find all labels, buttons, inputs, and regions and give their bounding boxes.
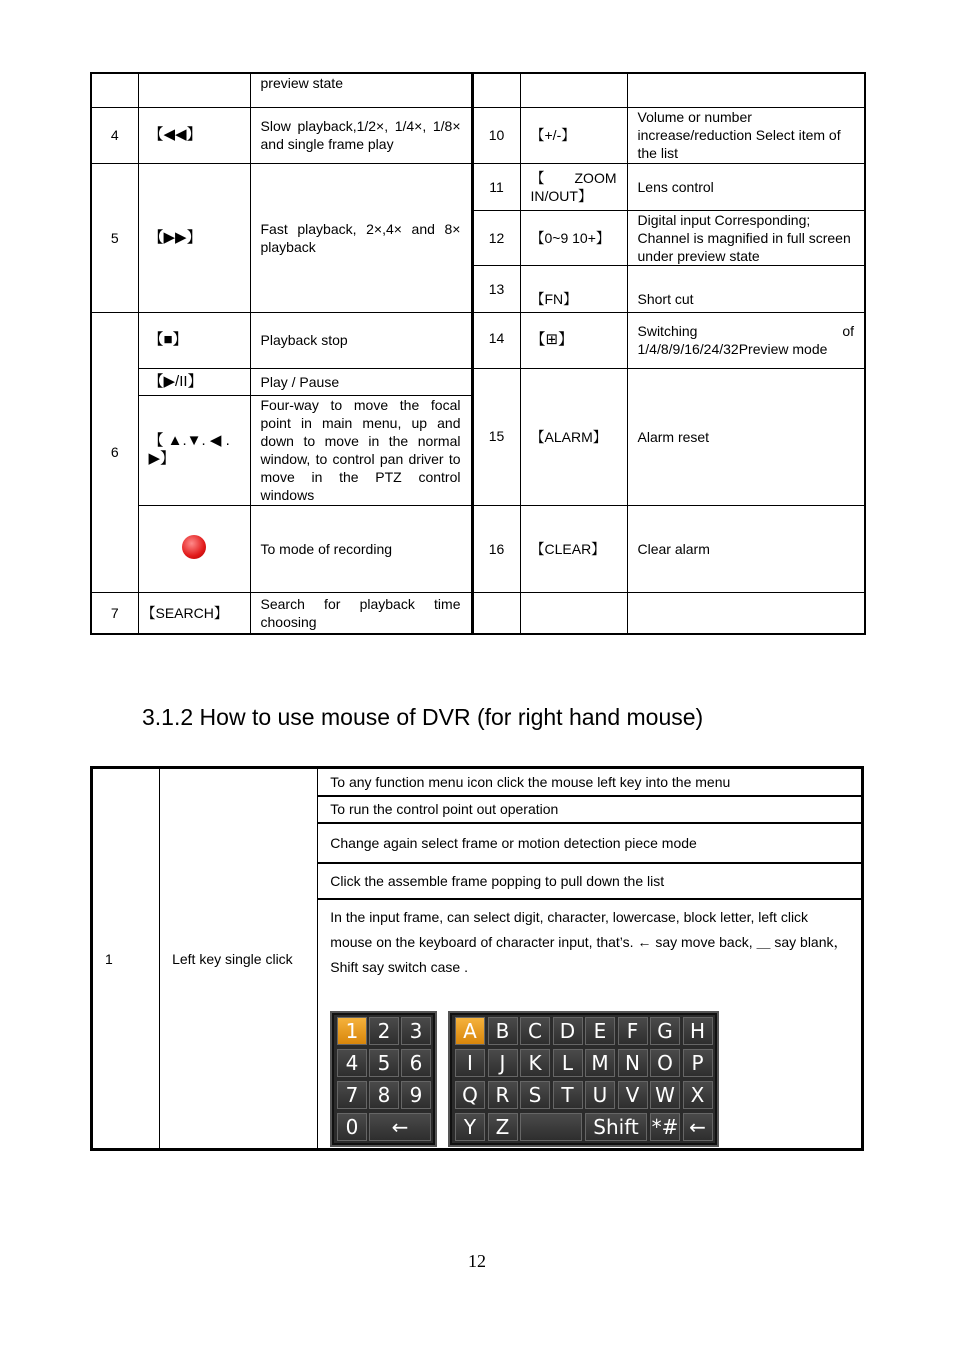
numpad-key[interactable]: 4: [337, 1049, 367, 1077]
alpha-key[interactable]: U: [585, 1081, 615, 1109]
mouse-row-action: Left key single click: [160, 768, 318, 1150]
mouse-item-1: To any function menu icon click the mouse left key into the menu: [318, 768, 863, 796]
alpha-key[interactable]: V: [618, 1081, 648, 1109]
row10-desc: Volume or number increase/reduction Select item of the list: [627, 107, 865, 163]
row11-desc: Lens control: [627, 163, 865, 210]
row7-key: 【SEARCH】: [138, 592, 250, 634]
row4-desc: Slow playback,1/2×, 1/4×, 1/8× and single frame play: [250, 107, 472, 163]
row10-num: 10: [472, 107, 520, 163]
row15-num: 15: [472, 368, 520, 505]
row5-desc: Fast playback, 2×,4× and 8× playback: [250, 163, 472, 312]
row13-desc: Short cut: [627, 265, 865, 312]
record-icon: [182, 535, 206, 559]
alpha-keypad: [448, 1011, 719, 1147]
row10-key: 【+/-】: [520, 107, 627, 163]
row16-desc: Clear alarm: [627, 505, 865, 592]
alpha-key[interactable]: W: [650, 1081, 680, 1109]
alpha-key[interactable]: E: [585, 1017, 615, 1045]
section-heading: 3.1.2 How to use mouse of DVR (for right hand mouse): [142, 704, 704, 730]
row6-record-desc: To mode of recording: [250, 505, 472, 592]
alpha-key[interactable]: S: [520, 1081, 550, 1109]
alpha-key[interactable]: A: [455, 1017, 485, 1045]
row12-desc: Digital input Corresponding; Channel is magnified in full screen under preview state: [627, 210, 865, 265]
numpad-key[interactable]: 3: [401, 1017, 431, 1045]
alpha-key[interactable]: C: [520, 1017, 550, 1045]
alpha-key[interactable]: N: [618, 1049, 648, 1077]
row4-num: 4: [91, 107, 138, 163]
row6-stop-desc: Playback stop: [250, 312, 472, 368]
alpha-key[interactable]: D: [553, 1017, 583, 1045]
row14-desc: Switching of 1/4/8/9/16/24/32Preview mode: [627, 312, 865, 368]
alpha-key[interactable]: T: [553, 1081, 583, 1109]
row12-num: 12: [472, 210, 520, 265]
numpad-key[interactable]: 5: [369, 1049, 399, 1077]
alpha-key[interactable]: O: [650, 1049, 680, 1077]
row6-play-key: 【▶/II】: [138, 368, 250, 395]
alpha-key[interactable]: *#: [651, 1115, 679, 1139]
row6-num: 6: [91, 312, 138, 592]
row6-stop-key: 【■】: [138, 312, 250, 368]
row5-num: 5: [91, 163, 138, 312]
row12-key: 【0~9 10+】: [520, 210, 627, 265]
row14-key: 【⊞】: [520, 312, 627, 368]
key-function-table: [90, 72, 866, 635]
alpha-key[interactable]: Z: [488, 1113, 518, 1141]
numpad-key[interactable]: 6: [401, 1049, 431, 1077]
alpha-key[interactable]: H: [683, 1017, 713, 1045]
row6-arrows-desc: Four-way to move the focal point in main menu, up and down to move in the normal window, to control pan driver to move in the PTZ control windows: [250, 395, 472, 505]
alpha-key[interactable]: P: [683, 1049, 713, 1077]
row7-desc: Search for playback time choosing: [250, 592, 472, 634]
row13-key: 【FN】: [520, 265, 627, 312]
mouse-item-3: Change again select frame or motion detection piece mode: [318, 823, 863, 863]
numpad-key[interactable]: 8: [369, 1081, 399, 1109]
row0-desc: preview state: [250, 73, 472, 107]
alpha-key[interactable]: ←: [683, 1113, 713, 1141]
row6-play-desc: Play / Pause: [250, 368, 472, 395]
mouse-item-4: Click the assemble frame popping to pull down the list: [318, 863, 863, 899]
alpha-key[interactable]: M: [585, 1049, 615, 1077]
page-number: 12: [468, 1251, 486, 1271]
row15-desc: Alarm reset: [627, 368, 865, 505]
alpha-key[interactable]: B: [488, 1017, 518, 1045]
alpha-key[interactable]: Shift: [585, 1113, 647, 1141]
alpha-key[interactable]: Y: [455, 1113, 485, 1141]
alpha-key[interactable]: Q: [455, 1081, 485, 1109]
row16-key: 【CLEAR】: [520, 505, 627, 592]
numeric-keypad: [330, 1011, 437, 1147]
row6-arrows-key: 【 ▲.▼. ◀ . ▶】: [138, 395, 250, 505]
alpha-key[interactable]: J: [488, 1049, 518, 1077]
numpad-key[interactable]: 0: [337, 1113, 367, 1141]
numpad-key[interactable]: ←: [369, 1113, 431, 1141]
space-key[interactable]: [520, 1113, 582, 1141]
numpad-key[interactable]: 1: [337, 1017, 367, 1045]
mouse-item-2: To run the control point out operation: [318, 796, 863, 823]
row16-num: 16: [472, 505, 520, 592]
row11-num: 11: [472, 163, 520, 210]
row7-num: 7: [91, 592, 138, 634]
mouse-item-5-text: In the input frame, can select digit, character, lowercase, block letter, left click mouse on the keyboard of character input, that’s. ← say move back, ＿ say blank，Shift say switch case .: [330, 908, 848, 975]
row15-key: 【ALARM】: [520, 368, 627, 505]
row4-key: 【◀◀】: [138, 107, 250, 163]
alpha-key[interactable]: K: [520, 1049, 550, 1077]
alpha-key[interactable]: X: [683, 1081, 713, 1109]
row6-record-key: [138, 505, 250, 592]
row14-num: 14: [472, 312, 520, 368]
row5-key: 【▶▶】: [138, 163, 250, 312]
alpha-key[interactable]: G: [650, 1017, 680, 1045]
alpha-key[interactable]: F: [618, 1017, 648, 1045]
numpad-key[interactable]: 7: [337, 1081, 367, 1109]
numpad-key[interactable]: 9: [401, 1081, 431, 1109]
row11-key: 【 ZOOM IN/OUT】: [520, 163, 627, 210]
alpha-key[interactable]: L: [553, 1049, 583, 1077]
alpha-key[interactable]: R: [488, 1081, 518, 1109]
numpad-key[interactable]: 2: [369, 1017, 399, 1045]
row13-num: 13: [472, 265, 520, 312]
alpha-key[interactable]: I: [455, 1049, 485, 1077]
mouse-row-num: 1: [92, 768, 160, 1150]
